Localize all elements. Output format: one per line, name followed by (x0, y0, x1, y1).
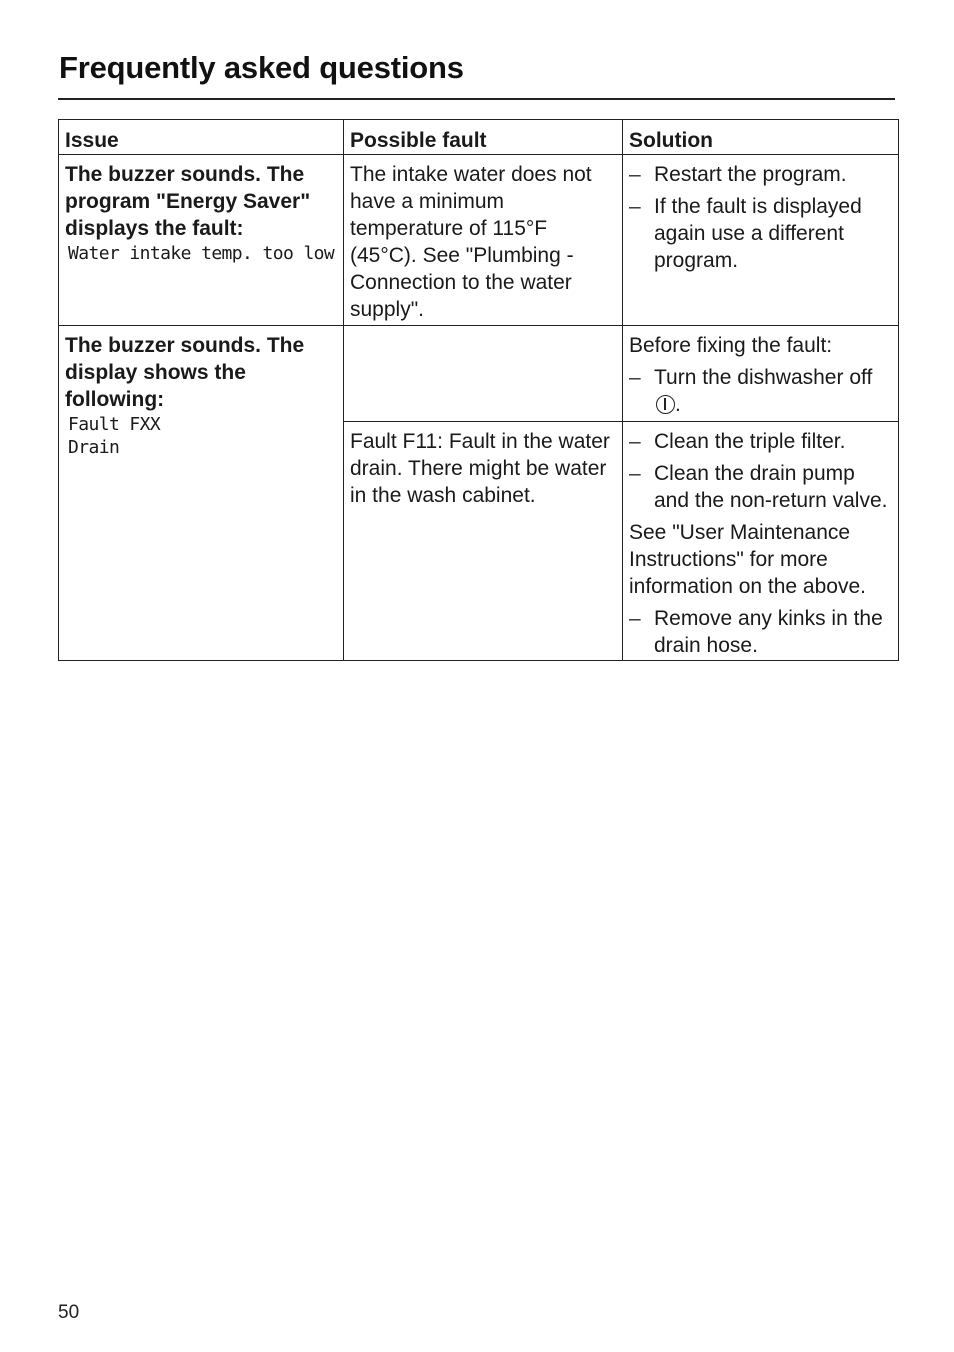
solution-step: – Restart the program. (629, 161, 892, 188)
fault-cell: The intake water does not have a minimum temperature of 115°F (45°C). See "Plumbing - Connection to the water supply". (344, 155, 623, 326)
table-row (59, 155, 899, 326)
solution-step-text: Turn the dishwasher off (654, 366, 873, 389)
issue-text: The buzzer sounds. The program "Energy Saver" displays the fault: (65, 163, 311, 240)
solution-note: See "User Maintenance Instructions" for more information on the above. (629, 521, 866, 598)
solution-step: – If the fault is displayed again use a different program. (629, 193, 892, 274)
issue-cell (59, 326, 344, 661)
solution-step-suffix: . (675, 393, 681, 416)
display-message: Water intake temp. too low (68, 243, 335, 264)
solution-step: – Remove any kinks in the drain hose. (629, 605, 892, 659)
solution-cell (623, 155, 899, 326)
solution-cell (623, 422, 899, 661)
fault-cell: Fault F11: Fault in the water drain. There might be water in the wash cabinet. (344, 422, 623, 661)
page-number: 50 (58, 1302, 80, 1323)
solution-cell (623, 326, 899, 422)
issue-cell (59, 155, 344, 326)
header-issue: Issue (59, 120, 344, 155)
solution-step: – Clean the triple filter. (629, 428, 892, 455)
solution-steps (629, 428, 892, 514)
faq-table (58, 119, 899, 661)
solution-steps (629, 161, 892, 274)
solution-steps (629, 364, 892, 418)
solution-step (629, 364, 892, 418)
display-message-line: Fault FXX (68, 414, 161, 435)
power-off-icon (656, 395, 675, 414)
display-message-line: Drain (68, 437, 120, 458)
header-solution: Solution (623, 120, 899, 155)
solution-step: – Clean the drain pump and the non-return valve. (629, 460, 892, 514)
fault-cell (344, 326, 623, 422)
page-title: Frequently asked questions (59, 50, 464, 85)
table-header-row (59, 120, 899, 155)
title-divider (58, 98, 895, 100)
solution-intro: Before fixing the fault: (629, 334, 833, 357)
header-possible-fault: Possible fault (344, 120, 623, 155)
issue-text: The buzzer sounds. The display shows the following: (65, 334, 305, 411)
solution-steps (629, 605, 892, 659)
table-row (59, 326, 899, 422)
